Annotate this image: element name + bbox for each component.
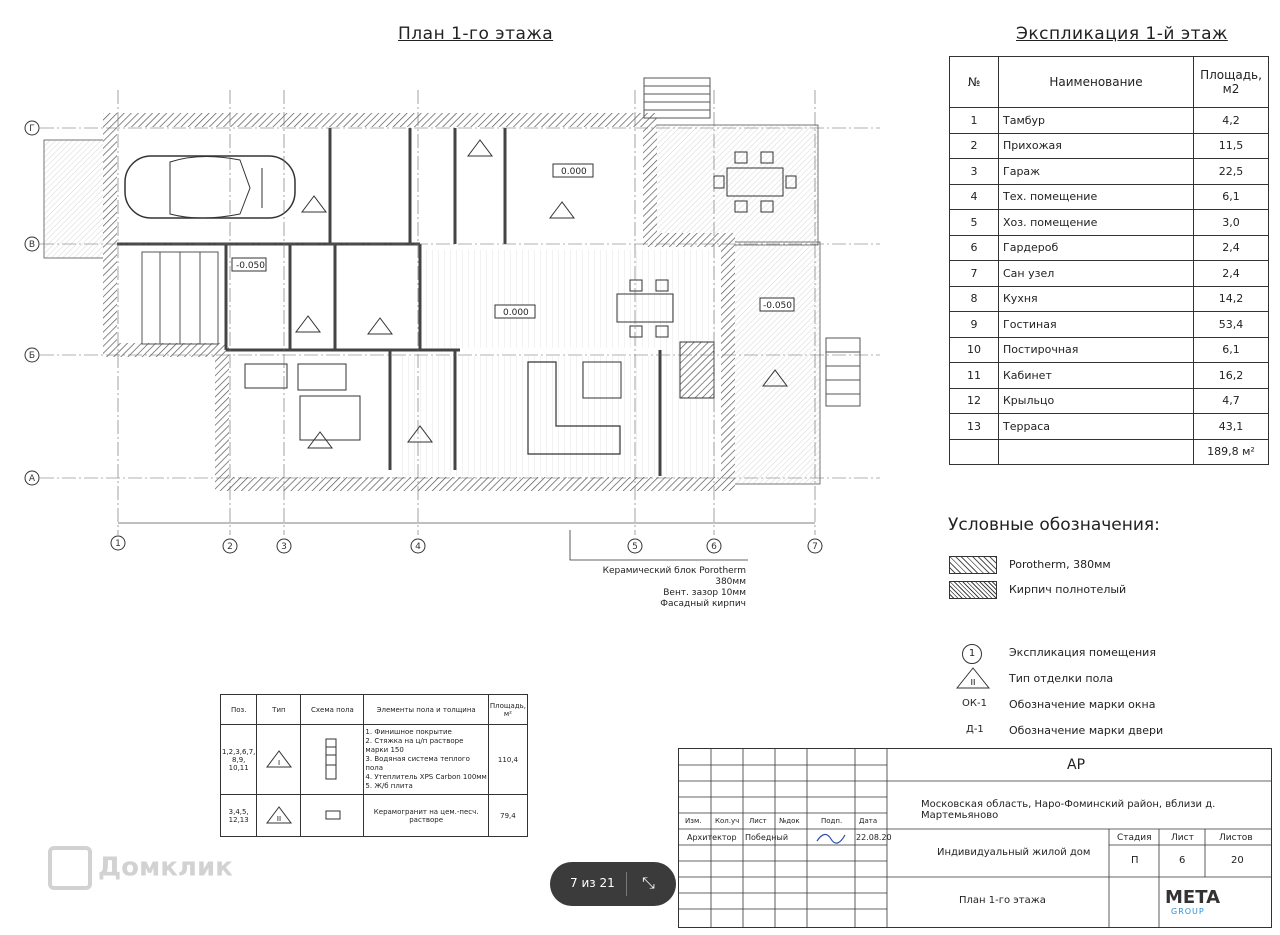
header-area: Площадь, м² (488, 695, 527, 725)
signature (815, 829, 851, 845)
floor-pos: 1,2,3,6,7, 8,9, 10,11 (221, 725, 257, 795)
date: 22.08.20 (856, 833, 892, 842)
home-icon (48, 846, 92, 890)
table-row (950, 286, 1269, 312)
page-counter: 7 из 21 (570, 876, 615, 890)
room-area: 16,2 (1194, 363, 1269, 389)
floor-element: 4. Утеплитель XPS Carbon 100мм (365, 773, 487, 781)
room-area: 4,2 (1194, 108, 1269, 134)
room-number: 6 (950, 235, 999, 261)
legend-item: Обозначение марки окна (1009, 698, 1156, 711)
room-area: 4,7 (1194, 388, 1269, 414)
level-mark: -0.050 (763, 301, 793, 311)
terrace-top (644, 125, 818, 245)
col-header: №док (779, 817, 800, 825)
floor-type-triangle-icon (956, 667, 990, 689)
room-area: 22,5 (1194, 159, 1269, 185)
table-row (950, 210, 1269, 236)
room-area: 14,2 (1194, 286, 1269, 312)
floor-area: 79,4 (488, 795, 527, 837)
room-name: Хоз. помещение (999, 210, 1194, 236)
table-row (950, 414, 1269, 440)
floor-type-symbol: I (277, 758, 280, 767)
level-mark: 0.000 (503, 308, 529, 318)
room-area: 3,0 (1194, 210, 1269, 236)
room-name: Прихожая (999, 133, 1194, 159)
floor-scheme-icon (312, 735, 352, 783)
explication-table (949, 56, 1269, 465)
room-area: 2,4 (1194, 261, 1269, 287)
axis-number: 5 (632, 542, 638, 552)
room-number: 9 (950, 312, 999, 338)
room-number: 13 (950, 414, 999, 440)
callout-line: Фасадный кирпич (660, 599, 746, 609)
floor-element: Керамогранит на цем.-песч. растворе (364, 795, 488, 837)
plan-title: План 1-го этажа (398, 24, 554, 44)
legend-item: Обозначение марки двери (1009, 724, 1164, 737)
legend-item: Тип отделки пола (1009, 672, 1114, 685)
table-row (221, 795, 528, 837)
room-number: 3 (950, 159, 999, 185)
axis-number: 6 (711, 542, 717, 552)
title-block (678, 748, 1272, 928)
porotherm-swatch (949, 556, 997, 574)
room-area: 6,1 (1194, 337, 1269, 363)
header-scheme: Схема пола (301, 695, 364, 725)
table-row-total (950, 439, 1269, 465)
room-name: Кухня (999, 286, 1194, 312)
total-area: 189,8 м² (1194, 439, 1269, 465)
sheet-label: Лист (1171, 833, 1194, 843)
header-pos: Поз. (221, 695, 257, 725)
callout-line: Керамический блок Porotherm 380мм (602, 566, 746, 587)
callout-line: Вент. зазор 10мм (663, 588, 746, 598)
project-name: Индивидуальный жилой дом (937, 847, 1091, 858)
stage: П (1131, 855, 1139, 866)
floor-element: 3. Водяная система теплого пола (365, 755, 470, 772)
room-number: 1 (950, 108, 999, 134)
sheets-label: Листов (1219, 833, 1253, 843)
axis-number: 3 (281, 542, 287, 552)
floor-type-table (220, 694, 528, 837)
room-name: Гараж (999, 159, 1194, 185)
room-name: Тех. помещение (999, 184, 1194, 210)
doc-code: АР (1067, 757, 1086, 773)
axis-number: 2 (227, 542, 233, 552)
table-row (950, 337, 1269, 363)
floor-plan-drawing (0, 60, 940, 610)
terrace-right (724, 242, 820, 484)
collapse-icon[interactable]: ⤡ (642, 873, 655, 892)
meta-logo: META (1165, 887, 1221, 908)
table-row (950, 261, 1269, 287)
sheet-name: План 1-го этажа (959, 895, 1046, 906)
room-area: 6,1 (1194, 184, 1269, 210)
room-marker-icon: 1 (962, 644, 982, 664)
room-name: Гостиная (999, 312, 1194, 338)
floor-type-symbol: II (276, 814, 281, 823)
room-name: Кабинет (999, 363, 1194, 389)
legend-item: Экспликация помещения (1009, 646, 1156, 659)
col-header: Подп. (821, 817, 843, 825)
explication-title: Экспликация 1-й этаж (1016, 24, 1228, 44)
axis-letter: Г (29, 124, 35, 134)
room-name: Терраса (999, 414, 1194, 440)
room-name: Тамбур (999, 108, 1194, 134)
floor-type-triangle-icon (264, 749, 294, 769)
floor-area: 110,4 (488, 725, 527, 795)
floor-type-symbol: II (970, 678, 976, 687)
room-name: Постирочная (999, 337, 1194, 363)
floor-element: 5. Ж/б плита (365, 782, 413, 790)
table-row (950, 133, 1269, 159)
room-number: 5 (950, 210, 999, 236)
axis-number: 1 (115, 539, 121, 549)
col-header: Кол.уч (715, 817, 740, 825)
page-indicator (550, 862, 676, 906)
floor-element: 2. Стяжка на ц/п растворе марки 150 (365, 737, 464, 754)
sheets: 20 (1231, 855, 1244, 866)
table-row (950, 235, 1269, 261)
table-row (950, 108, 1269, 134)
header-number: № (950, 57, 999, 108)
col-header: Изм. (685, 817, 702, 825)
col-header: Дата (859, 817, 878, 825)
address: Московская область, Наро-Фоминский район, вблизи д. Мартемьяново (921, 799, 1216, 821)
room-name: Сан узел (999, 261, 1194, 287)
porch-left (44, 140, 110, 258)
watermark (48, 846, 233, 890)
brick-swatch (949, 581, 997, 599)
legend-item: Кирпич полнотелый (1009, 583, 1127, 596)
floor-type-triangle-icon (264, 805, 294, 825)
axis-letter: Б (28, 351, 36, 361)
axis-number: 7 (812, 542, 818, 552)
window-mark-symbol: ОК-1 (962, 698, 987, 709)
level-mark: 0.000 (561, 167, 587, 177)
table-row (221, 725, 528, 795)
axis-number: 4 (415, 542, 421, 552)
header-elements: Элементы пола и толщина (364, 695, 488, 725)
table-row (950, 363, 1269, 389)
room-area: 2,4 (1194, 235, 1269, 261)
axis-letter: В (28, 240, 36, 250)
author: Победный (745, 833, 789, 842)
stage-label: Стадия (1117, 833, 1152, 843)
floor-scheme-icon (312, 803, 352, 827)
meta-logo-sub: GROUP (1171, 907, 1205, 916)
col-header: Лист (749, 817, 767, 825)
room-area: 43,1 (1194, 414, 1269, 440)
axis-letter: А (28, 474, 36, 484)
room-number: 8 (950, 286, 999, 312)
level-mark: -0.050 (236, 261, 266, 271)
floor-pos: 3,4,5, 12,13 (221, 795, 257, 837)
room-number: 11 (950, 363, 999, 389)
fireplace-icon (680, 342, 714, 398)
table-row (950, 159, 1269, 185)
room-number: 10 (950, 337, 999, 363)
legend-item: Porotherm, 380мм (1009, 558, 1111, 571)
legend-title: Условные обозначения: (948, 515, 1160, 535)
room-area: 11,5 (1194, 133, 1269, 159)
watermark-text: Домклик (98, 852, 233, 883)
floor-element: 1. Финишное покрытие (365, 728, 452, 736)
role: Архитектор (687, 833, 737, 842)
room-name: Крыльцо (999, 388, 1194, 414)
room-area: 53,4 (1194, 312, 1269, 338)
room-name: Гардероб (999, 235, 1194, 261)
header-type: Тип (257, 695, 301, 725)
sheet: 6 (1179, 855, 1186, 866)
room-number: 12 (950, 388, 999, 414)
car-icon (125, 156, 295, 218)
living-floor (418, 250, 658, 348)
room-number: 7 (950, 261, 999, 287)
room-number: 2 (950, 133, 999, 159)
header-area: Площадь, м2 (1194, 57, 1269, 108)
table-row (950, 388, 1269, 414)
door-mark-symbol: Д-1 (966, 724, 984, 735)
wall-callout (594, 566, 746, 610)
table-row (950, 312, 1269, 338)
header-name: Наименование (999, 57, 1194, 108)
room-number: 4 (950, 184, 999, 210)
table-row (950, 184, 1269, 210)
